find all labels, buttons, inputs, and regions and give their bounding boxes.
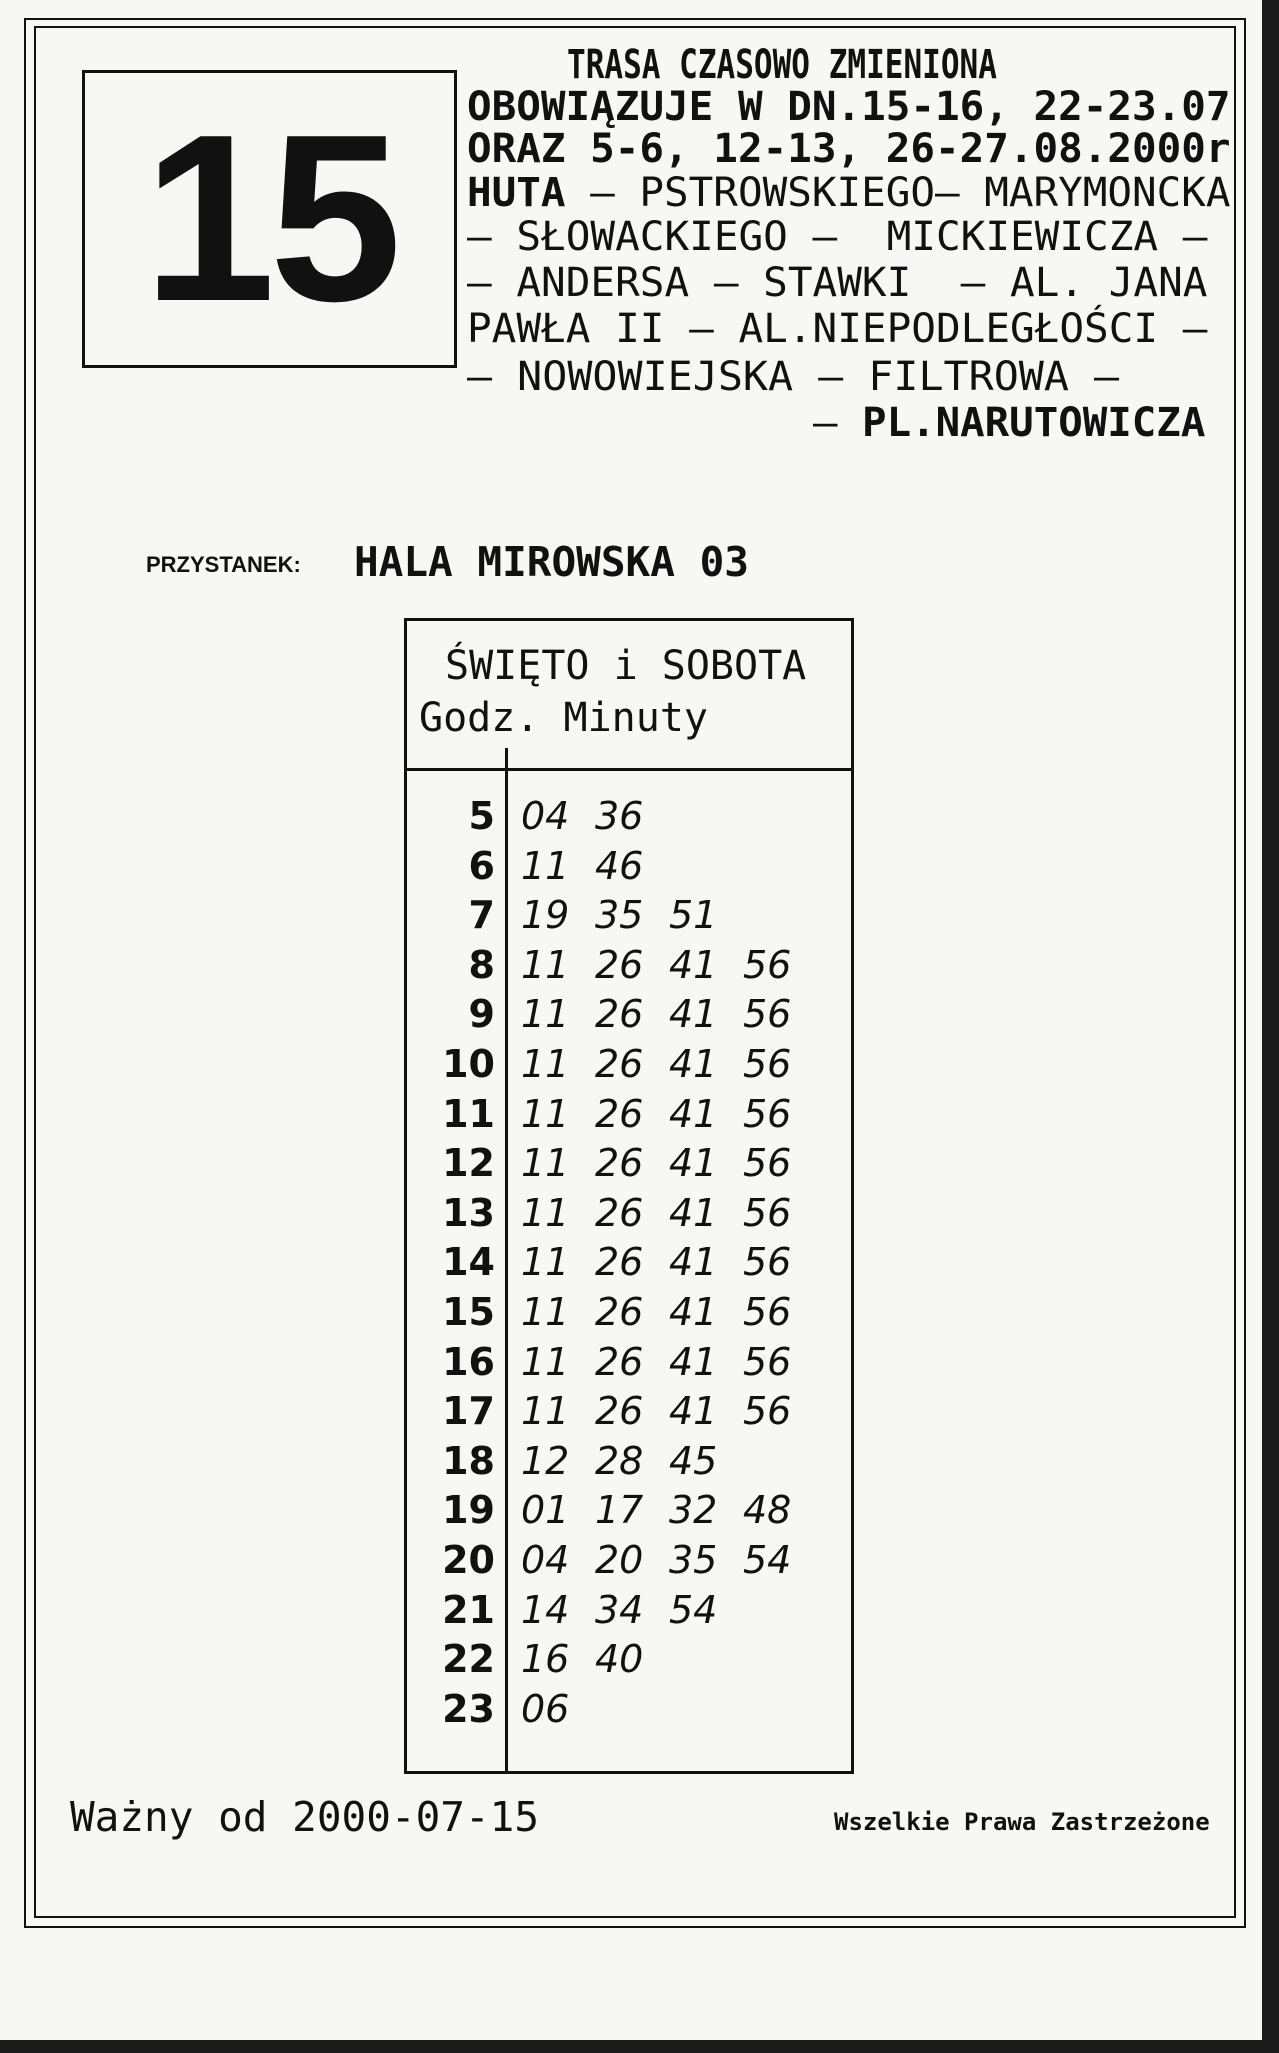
minute-value: 40 [595,1637,644,1682]
minute-value: 56 [743,1290,792,1334]
minute-value: 56 [743,1339,792,1384]
minutes-cell [521,1634,669,1684]
minute-value: 11 [521,992,570,1037]
minute-value: 17 [595,1488,644,1533]
hour-cell: 15 [442,1290,495,1334]
table-row [407,1485,851,1535]
table-row [407,1237,851,1287]
minute-value: 28 [595,1438,644,1483]
line-number: 15 [143,86,396,351]
minute-value: 16 [521,1637,570,1682]
minute-value: 41 [669,1339,718,1384]
hour-cell: 5 [468,794,495,838]
minute-value: 26 [595,942,644,987]
hour-cell: 8 [468,942,495,987]
minutes-cell [521,890,743,940]
table-row [407,1337,851,1387]
minute-value: 32 [669,1488,718,1533]
table-row [407,1287,851,1337]
table-row [407,1684,851,1734]
minute-value: 26 [595,1042,644,1086]
minute-value: 41 [669,1091,718,1136]
hour-cell: 14 [442,1240,495,1285]
minute-value: 11 [521,1190,570,1235]
minutes-cell [521,1287,817,1337]
route-line: – PL.NARUTOWICZA [813,400,1206,446]
table-row [407,841,851,891]
minutes-cell [521,1237,817,1287]
minutes-cell [521,841,669,891]
minutes-cell [521,1386,817,1436]
route-line: – NOWOWIEJSKA – FILTROWA – [467,354,1120,400]
hour-cell: 10 [442,1042,495,1086]
minutes-cell [521,1436,743,1486]
minute-value: 54 [669,1587,718,1632]
minute-value: 34 [595,1587,644,1632]
hour-cell: 7 [468,893,495,938]
hour-cell: 16 [442,1339,495,1384]
minutes-cell [521,1188,817,1238]
table-row [407,1634,851,1684]
minute-value: 14 [521,1587,570,1632]
route-line: PAWŁA II – AL.NIEPODLEGŁOŚCI – [467,306,1208,352]
minute-value: 56 [743,1141,792,1186]
table-row [407,989,851,1039]
minute-value: 04 [521,794,570,838]
minute-value: 35 [669,1538,718,1582]
minutes-cell [521,940,817,990]
hour-cell: 20 [442,1538,495,1582]
hour-cell: 9 [468,992,495,1037]
minute-value: 54 [743,1538,792,1582]
hour-cell: 19 [442,1488,495,1533]
column-headings [419,695,708,741]
minute-value: 26 [595,1389,644,1434]
minute-value: 04 [521,1538,570,1582]
minute-value: 41 [669,1389,718,1434]
table-row [407,1039,851,1089]
table-header [407,621,851,771]
minute-value: 11 [521,1091,570,1136]
minute-value: 11 [521,1042,570,1086]
table-row [407,1535,851,1585]
table-row [407,890,851,940]
minute-value: 36 [595,794,644,838]
hour-cell: 21 [442,1587,495,1632]
minute-value: 46 [595,843,644,888]
route-line: – SŁOWACKIEGO – MICKIEWICZA – [467,214,1208,260]
route-line: HUTA – PSTROWSKIEGO– MARYMONCKA [467,170,1231,216]
minute-value: 56 [743,1042,792,1086]
minute-value: 11 [521,843,570,888]
minute-value: 11 [521,1141,570,1186]
minute-value: 51 [669,893,718,938]
minute-value: 56 [743,992,792,1037]
minute-value: 41 [669,1042,718,1086]
hour-cell: 17 [442,1389,495,1434]
table-row [407,1436,851,1486]
table-row [407,1188,851,1238]
valid-from-note: Ważny od 2000-07-15 [70,1793,539,1841]
minute-value: 20 [595,1538,644,1582]
minutes-cell [521,1684,595,1734]
minute-value: 56 [743,942,792,987]
minute-value: 12 [521,1438,570,1483]
hour-cell: 12 [442,1141,495,1186]
minute-value: 56 [743,1389,792,1434]
table-row [407,1386,851,1436]
hour-cell: 23 [442,1686,495,1731]
minute-value: 11 [521,1389,570,1434]
minute-value: 19 [521,893,570,938]
minute-value: 41 [669,1190,718,1235]
minute-value: 26 [595,1190,644,1235]
table-row [407,1585,851,1635]
minute-value: 26 [595,1091,644,1136]
stop-label: PRZYSTANEK: [146,552,301,577]
minute-value: 41 [669,992,718,1037]
hours-column-heading: Godz. [419,695,540,741]
minute-value: 56 [743,1190,792,1235]
minute-value: 35 [595,893,644,938]
minutes-cell [521,1485,817,1535]
minute-value: 11 [521,1290,570,1334]
departure-table [404,618,854,1774]
minutes-cell [521,1039,817,1089]
hour-cell: 18 [442,1438,495,1483]
table-row [407,1138,851,1188]
minute-value: 48 [743,1488,792,1533]
minute-value: 11 [521,1339,570,1384]
route-line: TRASA CZASOWO ZMIENIONA [567,42,997,88]
route-line: – ANDERSA – STAWKI – AL. JANA [467,260,1208,306]
minutes-cell [521,1337,817,1387]
minute-value: 41 [669,1290,718,1334]
minute-value: 56 [743,1240,792,1285]
hour-cell: 6 [468,843,495,888]
minutes-cell [521,1089,817,1139]
rights-note: Wszelkie Prawa Zastrzeżone [834,1808,1210,1836]
minute-value: 26 [595,1240,644,1285]
table-row [407,940,851,990]
line-number-box [82,70,457,368]
minute-value: 26 [595,1141,644,1186]
minutes-cell [521,989,817,1039]
hour-cell: 11 [442,1091,495,1136]
minute-value: 41 [669,1141,718,1186]
stop-name: HALA MIROWSKA 03 [354,538,749,586]
minute-value: 45 [669,1438,718,1483]
minute-value: 26 [595,1339,644,1384]
minute-value: 11 [521,942,570,987]
minute-value: 06 [521,1686,570,1731]
day-type-heading: ŚWIĘTO i SOBOTA [445,643,807,689]
minute-value: 26 [595,1290,644,1334]
hour-cell: 22 [442,1637,495,1682]
minutes-cell [521,1138,817,1188]
hour-cell: 13 [442,1190,495,1235]
minute-value: 26 [595,992,644,1037]
minutes-cell [521,1535,817,1585]
minute-value: 41 [669,942,718,987]
minutes-cell [521,791,669,841]
minutes-cell [521,1585,743,1635]
route-line: OBOWIĄZUJE W DN.15-16, 22-23.07 [467,84,1231,130]
minute-value: 41 [669,1240,718,1285]
route-line: ORAZ 5-6, 12-13, 26-27.08.2000r [467,126,1231,172]
minute-value: 11 [521,1240,570,1285]
minutes-column-heading: Minuty [563,695,709,741]
minute-value: 01 [521,1488,570,1533]
table-row [407,1089,851,1139]
table-row [407,791,851,841]
minute-value: 56 [743,1091,792,1136]
